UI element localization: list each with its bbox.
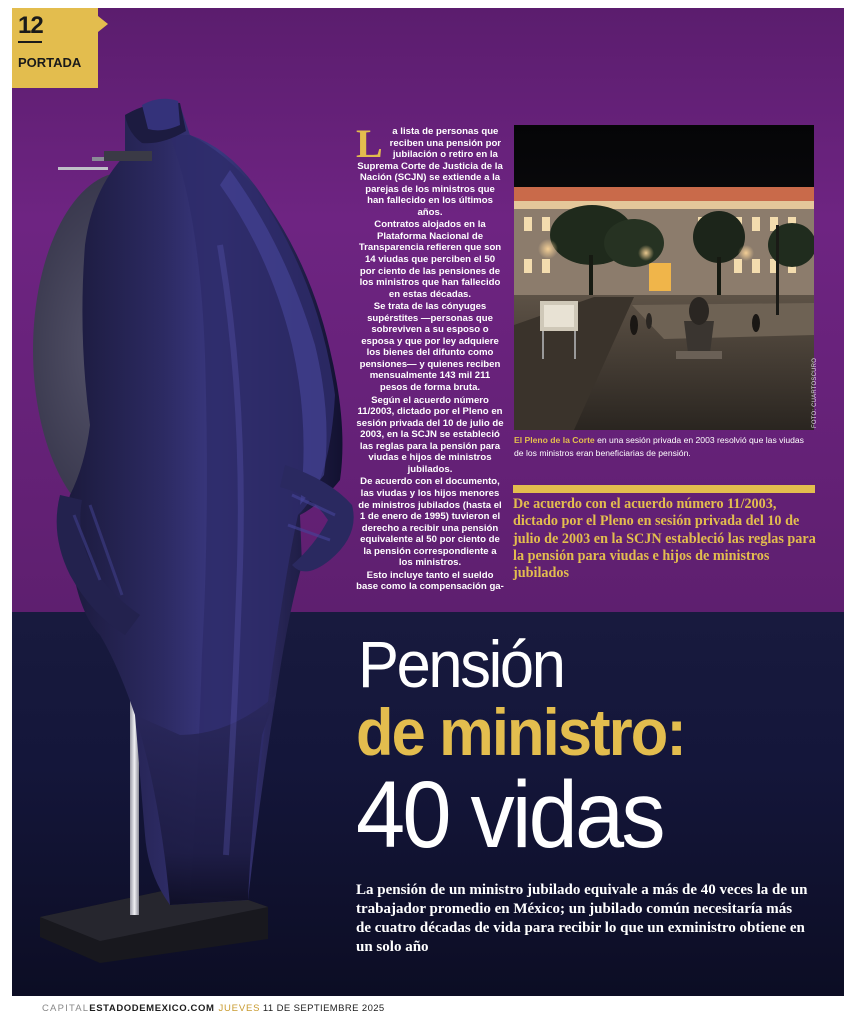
section-label: PORTADA bbox=[18, 55, 82, 70]
page-number: 12 bbox=[18, 12, 43, 39]
court-building-photo bbox=[514, 125, 814, 430]
footer-site: ESTADODEMEXICO.COM bbox=[89, 1003, 215, 1014]
footer-day: JUEVES bbox=[218, 1003, 261, 1014]
caption-lead: El Pleno de la Corte bbox=[514, 435, 595, 445]
photo-caption bbox=[514, 434, 814, 459]
headline-deck: La pensión de un ministro jubilado equivale a más de 40 veces la de un trabajador promedio en México; un jubilado común necesitaría más de cuatro décadas de vida para recibir lo que un exministro obtiene en un solo año bbox=[356, 882, 808, 955]
body-paragraph: La lista de personas que reciben una pensión por jubilación o retiro en la Suprema Corte de Justicia de la Nación (SCJN) se extiende a la parejas de los ministros que han fallecido en los últimos años. bbox=[356, 121, 503, 218]
pull-quote: De acuerdo con el acuerdo número 11/2003, dictado por el Pleno en sesión privada del 10 de julio de 2003 en la SCJN estableció las reglas para la pensión para viudas e hijos de ministros jubilados bbox=[513, 496, 816, 582]
body-paragraph: De acuerdo con el documento, las viudas y los hijos menores de ministros jubilados (hasta el 1 de enero de 1995) tuvieron el derecho a recibir una pensión equivalente al 50 por ciento de la pensión correspondiente a los ministros. bbox=[358, 476, 502, 569]
footer-date: 11 DE SEPTIEMBRE 2025 bbox=[262, 1003, 385, 1014]
body-paragraph: Contratos alojados en la Plataforma Nacional de Transparencia refieren que son 14 viudas que perciben el 50 por ciento de las pensiones de los ministros que han fallecido en estas décadas. bbox=[358, 219, 502, 300]
page-number-rule bbox=[18, 41, 42, 43]
body-paragraph: Según el acuerdo número 11/2003, dictado por el Pleno en sesión privada del 10 de julio de 2003, en la SCJN se estableció las reglas para la pensión para viudas e hijos de ministros jubilados. bbox=[356, 394, 504, 475]
drop-cap: L bbox=[356, 121, 383, 166]
page-badge bbox=[12, 8, 98, 88]
judicial-robe-icon bbox=[30, 95, 370, 970]
footer-section: CAPITAL bbox=[42, 1003, 90, 1014]
pull-quote-rule bbox=[513, 485, 815, 493]
headline-line-1: Pensión bbox=[358, 627, 564, 701]
body-paragraph: Se trata de las cónyuges supérstites —personas que sobreviven a su esposo o esposa y que por ley adquiere los bienes del difunto como pensiones— y quienes reciben mensualmente 143 mil 211 pesos de forma bruta. bbox=[359, 301, 501, 394]
headline-line-2: de ministro: bbox=[356, 695, 685, 769]
headline-line-3: 40 vidas bbox=[356, 762, 663, 868]
body-paragraph: Esto incluye tanto el sueldo base como la compensación ga- bbox=[356, 569, 504, 593]
judicial-robe-illustration bbox=[30, 95, 370, 970]
page-footer bbox=[42, 1003, 385, 1014]
caption-text: en una sesión privada en 2003 resolvió que las viudas de los ministros eran beneficiarias de pensión. bbox=[514, 435, 804, 458]
article-body bbox=[356, 121, 504, 594]
magazine-page: 12 PORTADA La lista de personas que reciben una pensión por jubilación o retiro en la Suprema Corte de Justicia de la Nación (SCJN) se extiende a la parejas de los ministros que han fallecido en los últimos años. Contratos alojados en la Plataforma Nacional de Transparencia refieren que son 14 viudas que perciben el 50 por ciento de las pensiones de los ministros que han fallecido en estas décadas. Se trata de las cónyuges supérstites —personas que sobreviven a su esposo o esposa y que por ley adquiere los bienes del difunto como pensiones— y quienes reciben mensualmente 143 mil 211 pesos de forma bruta. Según el acuerdo número 11/2003, dictado por el Pleno en sesión privada del 10 de julio de 2003, en la SCJN se estableció las reglas para la pensión para viudas e hijos de ministros jubilados. De acuerdo con el documento, las viudas y los hijos menores de ministros jubilados (hasta el 1 de enero de 1995) tuvieron el derecho a recibir una pensión equivalente al 50 por ciento de la pensión correspondiente a los ministros. Esto incluye tanto el sueldo base como la compensación ga- FOTO: CUARTOSCURO El Pleno de la Corte en una sesión privada en 2003 resolvió que las viudas de los ministros eran beneficiarias de pensión. De acuerdo con el acuerdo número 11/2003, dictado por el Pleno en sesión privada del 10 de julio de 2003 en la SCJN estableció las reglas para la pensión para viudas e hijos de ministros jubilados Pensión de ministro: 40 vidas La pensión de un ministro jubilado equivale a más de 40 veces la de un trabajador promedio en México; un jubilado común necesitaría más de cuatro décadas de vida para recibir lo que un exministro obtiene en un solo año CAPITALESTADODEMEXICO.COM JUEVES 11 DE SEPTIEMBRE 2025 bbox=[0, 0, 844, 1024]
building-photo-image bbox=[514, 125, 814, 430]
